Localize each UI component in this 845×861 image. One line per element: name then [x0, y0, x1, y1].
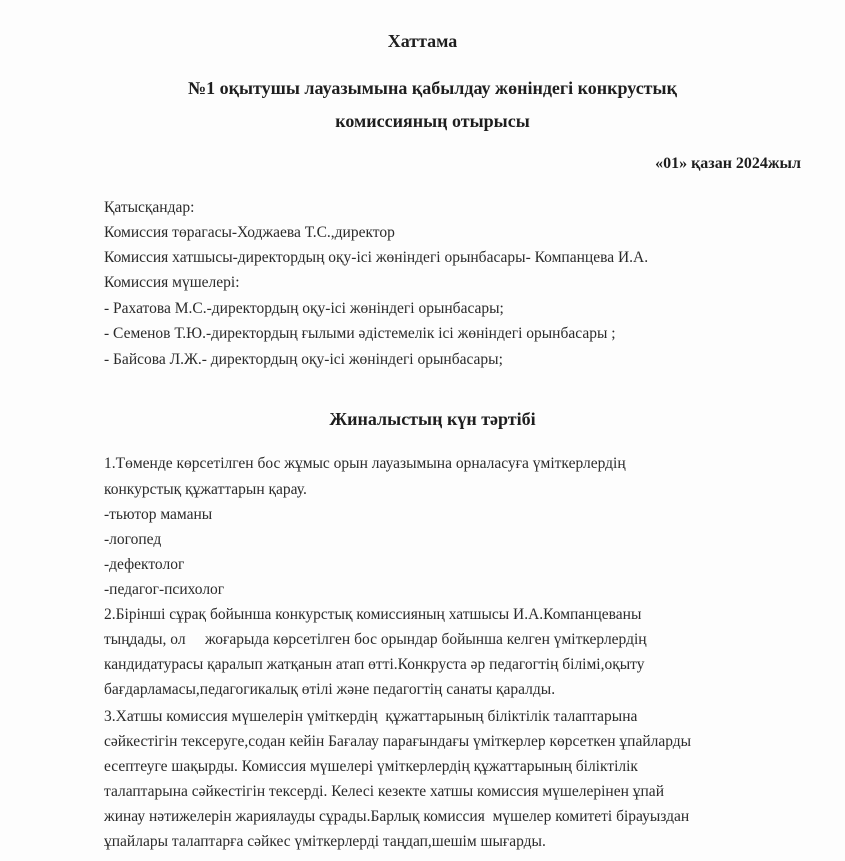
body-line: жинау нәтижелерін жариялауды сұрады.Барлық комиссия мүшелер комитеті бірауыздан — [104, 808, 690, 825]
agenda-position-item: -тьютор маманы — [104, 506, 213, 523]
body-line: кандидатурасы қаралып жатқанын атап өтті.Конкруста әр педагогтің білімі,оқыту — [104, 656, 645, 673]
body-line: тыңдады, ол жоғарыда көрсетілген бос орындар бойынша келген үміткерлердің — [104, 631, 647, 648]
body-line: 2.Бірінші сұрақ бойынша конкурстық комиссияның хатшысы И.А.Компанцеваны — [104, 606, 642, 623]
agenda-position-item: -дефектолог — [104, 556, 185, 573]
agenda-position-item: -логопед — [104, 531, 162, 548]
body-line: сәйкестігін тексеруге,содан кейін Бағалау парағындағы үміткерлер көрсеткен ұпайларды — [104, 733, 692, 750]
body-line: конкурстық құжаттарын қарау. — [104, 481, 307, 498]
member-item: - Байсова Л.Ж.- директордың оқу-ісі жөніндегі орынбасары; — [104, 351, 503, 368]
agenda-heading: Жиналыстың күн тәртібі — [329, 409, 536, 429]
document-subtitle-line-2: комиссияның отырысы — [335, 111, 530, 131]
member-item: - Семенов Т.Ю.-директордың ғылыми әдістемелік ісі жөніндегі орынбасары ; — [104, 325, 616, 342]
document-title: Хаттама — [387, 31, 458, 51]
body-line: 1.Төменде көрсетілген бос жұмыс орын лауазымына орналасуға үміткерлердің — [104, 455, 626, 472]
body-line: 3.Хатшы комиссия мүшелерін үміткердің құжаттарының біліктілік талаптарына — [104, 708, 638, 725]
participants-heading: Қатысқандар: — [104, 199, 195, 216]
document-date: «01» қазан 2024жыл — [655, 155, 801, 172]
agenda-position-item: -педагог-психолог — [104, 581, 225, 598]
member-item: - Рахатова М.С.-директордың оқу-ісі жөніндегі орынбасары; — [104, 300, 504, 317]
participant-chair: Комиссия төрагасы-Ходжаева Т.С.,директор — [104, 224, 395, 241]
body-line: бағдарламасы,педагогикалық өтілі және педагогтің санаты қаралды. — [104, 681, 556, 698]
participant-secretary: Комиссия хатшысы-директордың оқу-ісі жөніндегі орынбасары- Компанцева И.А. — [104, 249, 649, 266]
members-heading: Комиссия мүшелері: — [104, 274, 240, 291]
body-line: талаптарына сәйкестігін тексерді. Келесі кезекте хатшы комиссия мүшелерінен ұпай — [104, 783, 664, 800]
body-line: есептеуге шақырды. Комиссия мүшелері үміткерлердің құжаттарының біліктілік — [104, 758, 638, 775]
body-line: ұпайлары талаптарға сәйкес үміткерлерді таңдап,шешім шығарды. — [104, 833, 546, 850]
document-subtitle-line-1: №1 оқытушы лауазымына қабылдау жөніндегі конкрустық — [188, 78, 677, 98]
